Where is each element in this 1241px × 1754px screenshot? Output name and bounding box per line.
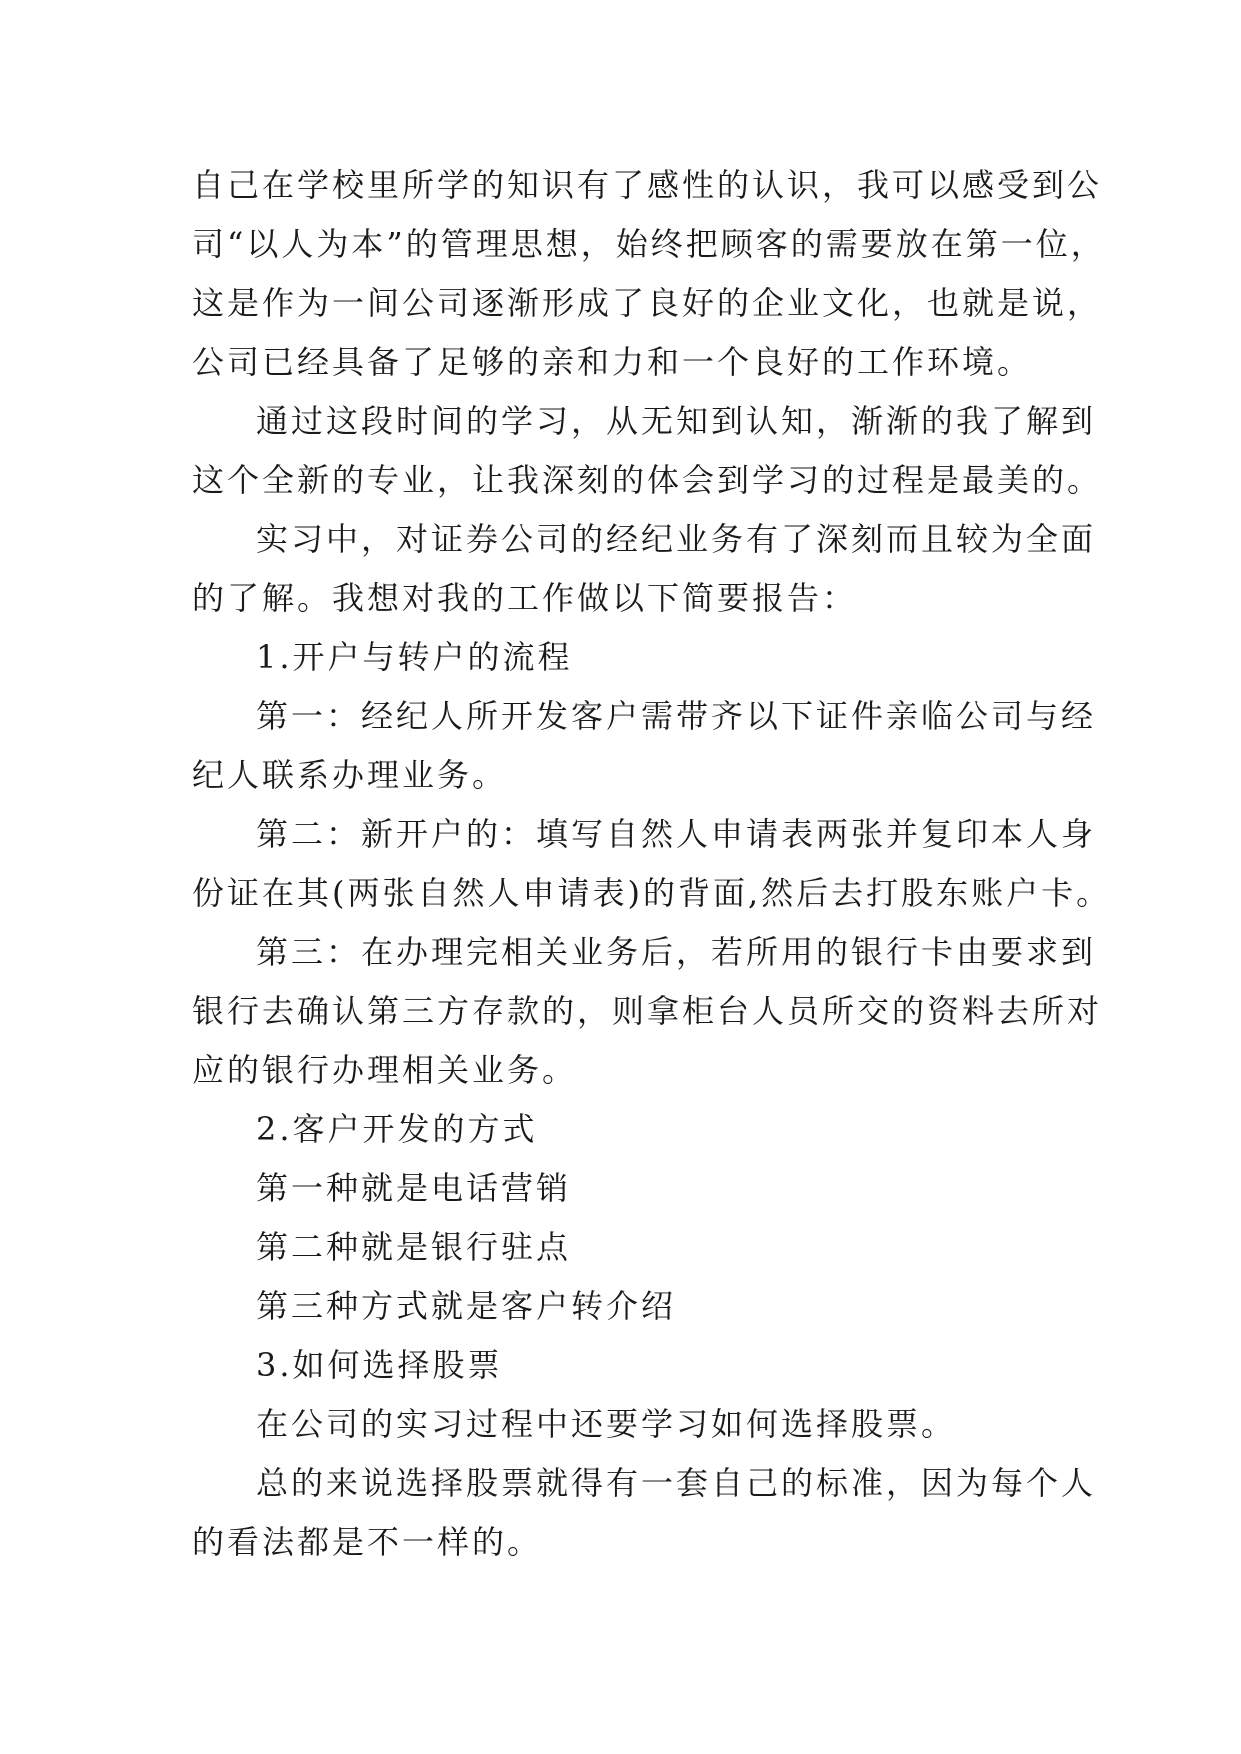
text-line: 份证在其(两张自然人申请表)的背面,然后去打股东账户卡。 bbox=[192, 874, 1112, 912]
text-line: 公司已经具备了足够的亲和力和一个良好的工作环境。 bbox=[192, 343, 1033, 381]
text-line: 的看法都是不一样的。 bbox=[192, 1523, 543, 1561]
list-item: 第一种就是电话营销 bbox=[256, 1169, 572, 1207]
paragraph-start-line: 总的来说选择股票就得有一套自己的标准，因为每个人 bbox=[256, 1464, 1097, 1502]
text-line: 这个全新的专业，让我深刻的体会到学习的过程是最美的。 bbox=[192, 461, 1103, 499]
list-item: 第二种就是银行驻点 bbox=[256, 1228, 572, 1266]
paragraph-start-line: 第一：经纪人所开发客户需带齐以下证件亲临公司与经 bbox=[256, 697, 1097, 735]
text-line: 应的银行办理相关业务。 bbox=[192, 1051, 578, 1089]
paragraph-start-line: 在公司的实习过程中还要学习如何选择股票。 bbox=[256, 1405, 957, 1443]
text-line: 纪人联系办理业务。 bbox=[192, 756, 508, 794]
text-line: 司“以人为本”的管理思想，始终把顾客的需要放在第一位， bbox=[192, 225, 1106, 263]
paragraph-start-line: 通过这段时间的学习，从无知到认知，渐渐的我了解到 bbox=[256, 402, 1097, 440]
text-line: 自己在学校里所学的知识有了感性的认识，我可以感受到公 bbox=[192, 166, 1103, 204]
text-line: 的了解。我想对我的工作做以下简要报告： bbox=[192, 579, 858, 617]
body-text bbox=[192, 156, 1112, 1572]
section-heading-1: 1.开户与转户的流程 bbox=[256, 638, 573, 676]
section-heading-2: 2.客户开发的方式 bbox=[256, 1110, 538, 1148]
paragraph-start-line: 第二：新开户的：填写自然人申请表两张并复印本人身 bbox=[256, 815, 1097, 853]
list-item: 第三种方式就是客户转介绍 bbox=[256, 1287, 677, 1325]
section-heading-3: 3.如何选择股票 bbox=[256, 1346, 503, 1384]
paragraph-start-line: 实习中，对证券公司的经纪业务有了深刻而且较为全面 bbox=[256, 520, 1097, 558]
text-line: 银行去确认第三方存款的，则拿柜台人员所交的资料去所对 bbox=[192, 992, 1103, 1030]
paragraph-start-line: 第三：在办理完相关业务后，若所用的银行卡由要求到 bbox=[256, 933, 1097, 971]
text-line: 这是作为一间公司逐渐形成了良好的企业文化，也就是说， bbox=[192, 284, 1103, 322]
